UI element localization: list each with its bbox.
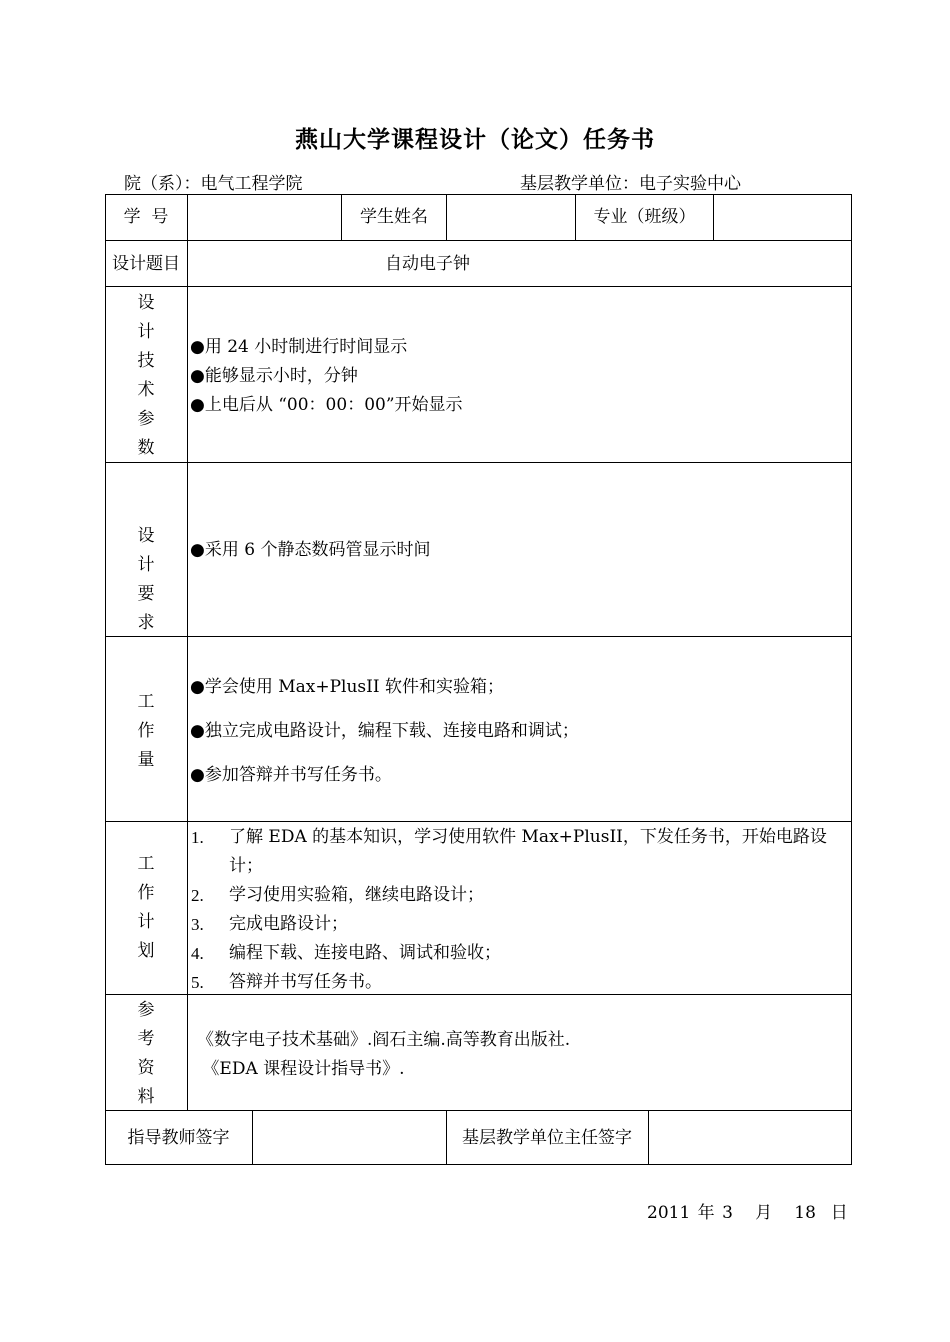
row-divider: [105, 462, 852, 463]
list-item: 2. 学习使用实验箱，继续电路设计；: [191, 885, 484, 905]
list-item: ●能够显示小时，分钟: [190, 366, 358, 386]
col-divider: [713, 194, 714, 240]
row-divider: [105, 1110, 852, 1111]
student-name-label: 学生姓名: [360, 207, 428, 227]
page-title: 燕山大学课程设计（论文）任务书: [295, 127, 655, 153]
requirements-content: [190, 536, 840, 565]
issue-date: 2011 年 3 月 18 日: [647, 1203, 848, 1223]
plan-label: 工 作 计 划: [137, 854, 155, 961]
task-table: [105, 194, 852, 1165]
references-label: 参 考 资 料: [137, 1000, 155, 1107]
list-item: 《数字电子技术基础》.阎石主编.高等教育出版社.: [197, 1030, 571, 1050]
row-divider: [105, 821, 852, 822]
list-item: ●参加答辩并书写任务书。: [190, 765, 392, 785]
table-border-bottom: [105, 1164, 852, 1165]
list-item: 《EDA 课程设计指导书》.: [197, 1059, 405, 1079]
director-signature-label: 基层教学单位主任签字: [462, 1128, 632, 1148]
table-border-right: [851, 194, 852, 1165]
list-item: 4. 编程下载、连接电路、调试和验收；: [191, 943, 501, 963]
label-column-divider: [187, 194, 188, 1110]
plan-content: [191, 823, 849, 997]
unit-label: 基层教学单位：电子实验中心: [520, 174, 741, 194]
list-item: 5. 答辩并书写任务书。: [191, 972, 382, 992]
list-item: ●独立完成电路设计，编程下载、连接电路和调试；: [190, 721, 579, 741]
list-item: ●上电后从 “00：00：00”开始显示: [190, 395, 463, 415]
list-item: 3. 完成电路设计；: [191, 914, 348, 934]
advisor-signature-label: 指导教师签字: [127, 1128, 230, 1148]
list-item: ●学会使用 Max+PlusII 软件和实验箱；: [190, 677, 504, 697]
workload-label: 工 作 量: [137, 692, 155, 770]
requirements-label: 设 计 要 求: [137, 526, 155, 633]
references-content: [197, 1026, 847, 1084]
student-id-label: 学 号: [123, 207, 169, 227]
list-item: ●用 24 小时制进行时间显示: [190, 337, 408, 357]
department-label: 院（系）：电气工程学院: [124, 174, 303, 194]
tech-params-label: 设 计 技 术 参 数: [137, 293, 155, 458]
list-item: ●采用 6 个静态数码管显示时间: [190, 540, 431, 560]
col-divider: [648, 1110, 649, 1165]
row-divider: [105, 636, 852, 637]
row-divider: [105, 240, 852, 241]
col-divider: [252, 1110, 253, 1165]
list-item: 1. 了解 EDA 的基本知识，学习使用软件 Max+PlusII，下发任务书，开始电路设计；: [191, 827, 827, 876]
row-divider: [105, 286, 852, 287]
major-label: 专业（班级）: [593, 207, 696, 227]
tech-params-content: [190, 333, 840, 420]
table-border-top: [105, 194, 852, 195]
workload-content: [190, 673, 840, 790]
col-divider: [446, 194, 447, 240]
topic-label: 设计题目: [112, 254, 180, 274]
topic-value: 自动电子钟: [385, 254, 470, 274]
